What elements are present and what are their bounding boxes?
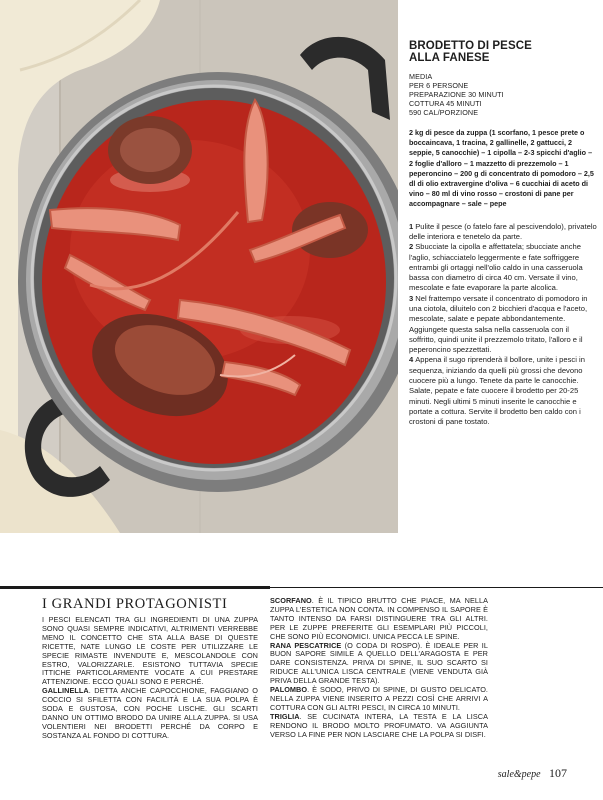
species-text: (O CODA DI ROSPO). È IDEALE PER IL BUON SAPORE SIMILE A QUELLO DELL'ARAGOSTA E PER DARE CONSISTENZA. PRIVA DI SPINE, IL SUO SCARTO SI RIDUCE ALL'UNICA LISCA CENTRALE (VIENE VENDUTA GIÀ PRIVA DELLA GRANDE TESTA). <box>270 640 488 686</box>
species-text: . È IL TIPICO BRUTTO CHE PIACE, MA NELLA ZUPPA L'ESTETICA NON CONTA. IN COMPENSO IL SAPORE È TANTO INTENSO DA FARSI DISTINGUERE TRA GLI ALTRI. PER LE ZUPPE PREFERITE GLI ESEMPLARI PIÙ PICCOLI, CHE SONO PIÙ ECONOMICI. UNICA PECCA LE SPINE. <box>270 596 488 641</box>
species-name: TRIGLIA <box>270 711 300 721</box>
step <box>409 222 597 243</box>
step-text: Sbucciate la cipolla e affettatela; sbucciate anche l'aglio, schiacciatelo leggermente e fate soffriggere entrambi gli ortaggi nell'olio caldo in una casseruola bassa con diametro di circa 40 cm. Versate il vino, mescolate e fate evaporare la parte alcolica. <box>409 242 583 293</box>
species-entry <box>270 597 488 642</box>
cook-time: COTTURA 45 MINUTI <box>409 99 482 108</box>
species-entry <box>270 642 488 687</box>
step <box>409 355 597 427</box>
species-text: . DETTA ANCHE CAPOCCHIONE, FAGGIANO O COCCIO SI SFILETTA CON FACILITÀ E LA SUA POLPA È SODA E GUSTOSA, CON POCHE LISCHE. GLI SCARTI DANNO UN OTTIMO BRODO DA UNIRE ALLA ZUPPA. SI USA VOLENTIERI NEI BRODETTI PERCHÉ DA CORPO E SOSTANZA AL FONDO DI COTTURA. <box>42 686 258 740</box>
recipe-meta <box>409 72 597 117</box>
species-entry <box>42 687 258 740</box>
ingredients-list: 2 kg di pesce da zuppa (1 scorfano, 1 pesce prete o boccaincava, 1 tracina, 2 gallinelle, 2 gattucci, 2 seppie, 5 canocchie) – 1 cipolla – 2-3 spicchi d'aglio – 2 foglie d'alloro – 1 mazzetto di prezzemolo – 1 peperoncino – 200 g di concentrato di pomodoro – 2,5 dl di olio extravergine d'oliva – 6 cucchiai di aceto di vino – 80 ml di vino rosso – crostoni di pane per accompagnare – sale – pepe <box>409 128 594 209</box>
section-title: I GRANDI PROTAGONISTI <box>42 596 228 612</box>
step-text: Nel frattempo versate il concentrato di pomodoro in una ciotola, diluitelo con 2 bicchieri d'acqua e l'aceto, mescolate, salate e pepate abbondantemente. Aggiungete questa salsa nella casseruola con il soffritto, quindi unite il prezzemolo tritato, l'alloro e il peperoncino spezzettati. <box>409 293 588 355</box>
dish-photo <box>0 0 398 533</box>
magazine-brand: sale&pepe <box>497 769 541 780</box>
servings: PER 6 PERSONE <box>409 81 469 90</box>
page-footer <box>498 764 567 782</box>
recipe-title-line-1: BRODETTO DI PESCE <box>409 40 532 52</box>
step-number: 1 <box>409 221 414 231</box>
species-text: . SE CUCINATA INTERA, LA TESTA E LA LISCA RENDONO IL BRODO MOLTO PROFUMATO. VA AGGIUNTA VERSO LA FINE PER NON LASCIARE CHE LA POLPA SI DISFI. <box>270 711 488 739</box>
step <box>409 294 597 356</box>
step-number: 4 <box>409 355 414 365</box>
species-name: GALLINELLA <box>42 686 89 696</box>
intro-paragraph: I PESCI ELENCATI TRA GLI INGREDIENTI DI UNA ZUPPA SONO QUASI SEMPRE INDICATIVI, ALTRIMENTI VERREBBE MENO IL CONCETTO CHE STA ALLA BASE DI QUESTE RICETTE, NATE LUNGO LE COSTE PER UTILIZZARE LE SPECIE RIMASTE INVENDUTE E, MESCOLANDOLE CON ESTRO, VALORIZZARLE. ESISTONO TUTTAVIA SPECIE ITTICHE PARTICOLARMENTE VOCATE A CUI PRESTARE ATTENZIONE. ECCO QUALI SONO E PERCHÉ. <box>42 615 258 687</box>
section-divider-thin <box>270 587 603 588</box>
recipe-title <box>409 40 597 64</box>
step-number: 2 <box>409 242 414 252</box>
species-entry <box>270 686 488 713</box>
feature-column-right <box>270 597 488 740</box>
prep-time: PREPARAZIONE 30 MINUTI <box>409 90 504 99</box>
step-number: 3 <box>409 293 414 303</box>
recipe-column <box>409 40 597 428</box>
species-name: SCORFANO <box>270 596 312 605</box>
species-entry <box>270 713 488 740</box>
section-divider-thick <box>0 586 270 589</box>
step <box>409 242 597 293</box>
recipe-title-line-2: ALLA FANESE <box>409 52 490 64</box>
page-number: 107 <box>549 766 567 780</box>
species-text: . È SODO, PRIVO DI SPINE, DI GUSTO DELICATO. NELLA ZUPPA VIENE INSERITO A PEZZI COSÌ CHE ARRIVI A COTTURA CON GLI ALTRI PESCI, IN CIRCA 10 MINUTI. <box>270 685 488 712</box>
calories: 590 CAL/PORZIONE <box>409 108 479 117</box>
species-name: RANA PESCATRICE <box>270 640 342 650</box>
feature-column-left <box>42 616 258 741</box>
species-name: PALOMBO <box>270 685 308 695</box>
step-text: Appena il sugo riprenderà il bollore, unite i pesci in sequenza, iniziando da quelli più grossi che devono cuocere più a lungo. Tenete da parte le canocchie. Salate, pepate e fate cuocere il brodetto per 20-25 minuti. Negli ultimi 5 minuti inserite le canocchie e portate a cottura. Servite il brodetto ben caldo con i crostoni di pane tostato. <box>409 355 585 427</box>
recipe-steps <box>409 222 597 428</box>
step-text: Pulite il pesce (o fatelo fare al pescivendolo), privatelo delle interiora e tenetelo da parte. <box>409 221 597 241</box>
difficulty: MEDIA <box>409 72 433 81</box>
pot-icon <box>0 0 398 533</box>
